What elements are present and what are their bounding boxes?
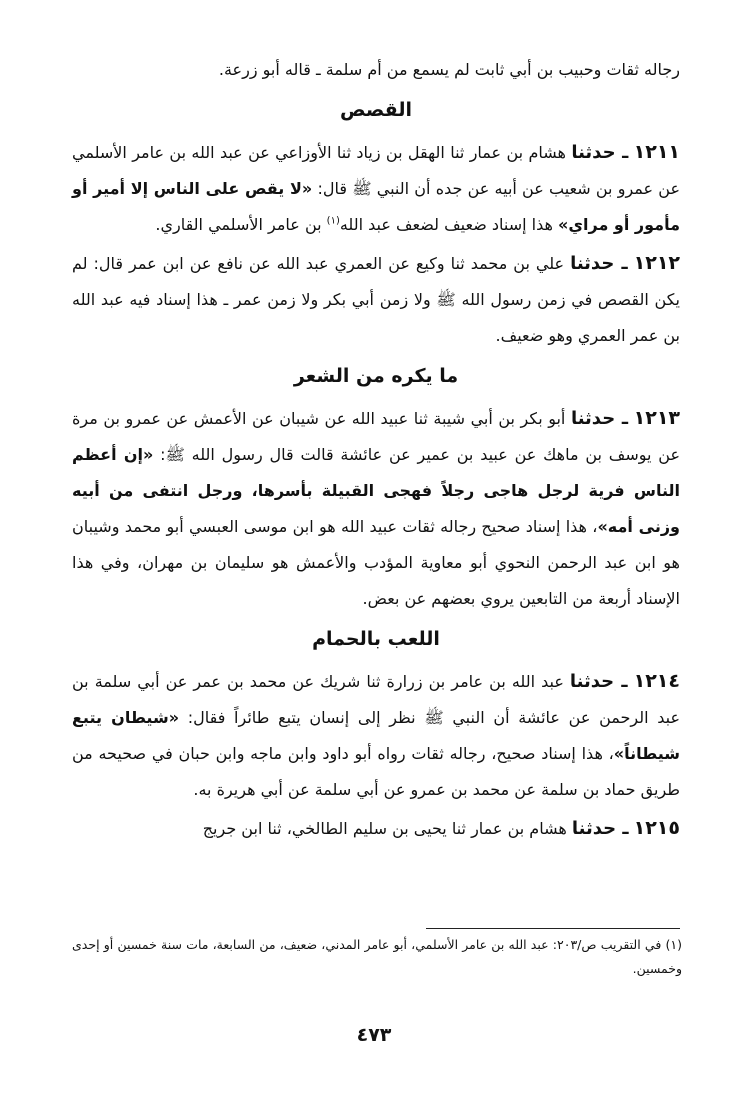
- hadith-commentary: بن عامر الأسلمي القاري.: [155, 215, 327, 234]
- footnote-divider: [426, 928, 680, 929]
- hadith-text: عبد الله بن عامر بن زرارة ثنا شريك عن محمد بن عمر عن أبي سلمة بن عبد الرحمن عن عائشة أن النبي ﷺ نظر إلى إنسان يتبع طائراً فقال:: [72, 672, 680, 727]
- haddathana-label: ـ حدثنا: [571, 142, 629, 163]
- hadith-text: هشام بن عمار ثنا الهقل بن زياد ثنا الأوزاعي عن عبد الله بن عامر الأسلمي عن عمرو بن شعيب عن أبيه عن جده أن النبي ﷺ قال:: [72, 143, 681, 198]
- intro-line: رجاله ثقات وحبيب بن أبي ثابت لم يسمع من أم سلمة ـ قاله أبو زرعة.: [218, 60, 680, 79]
- hadith-number: ١٢١٤: [633, 670, 680, 692]
- section-heading-qasas: القصص: [340, 99, 412, 121]
- hadith-text: علي بن محمد ثنا وكيع عن العمري عبد الله عن نافع عن ابن عمر قال: لم يكن القصص في زمن رسول الله ﷺ ولا زمن أبي بكر ولا زمن عمر ـ هذا إسناد فيه عبد الله بن عمر العمري وهو ضعيف.: [72, 254, 680, 345]
- hadith-number: ١٢١٣: [633, 407, 681, 429]
- hadith-1214: [72, 663, 680, 808]
- footnote-reference: (١): [326, 215, 340, 227]
- section-heading-hamam: اللعب بالحمام: [312, 628, 440, 650]
- hadith-matn: «لا يقص على الناس إلا أمير أو مأمور أو مراي»: [72, 179, 680, 234]
- haddathana-label: ـ حدثنا: [570, 408, 629, 429]
- haddathana-label: ـ حدثنا: [570, 253, 628, 274]
- hadith-commentary: هذا إسناد ضعيف لضعف عبد الله: [339, 215, 559, 234]
- hadith-1211: [72, 134, 680, 243]
- hadith-matn: «إن أعظم الناس فرية لرجل هاجى رجلاً فهجى القبيلة بأسرها، ورجل انتفى من أبيه وزنى أمه»: [72, 445, 680, 536]
- haddathana-label: ـ حدثنا: [571, 818, 629, 839]
- page-body: [72, 52, 680, 847]
- footnote: (١) في التقريب ص/٢٠٣: عبد الله بن عامر الأسلمي، أبو عامر المدني، ضعيف، من السابعة، مات سنة خمسين أو إحدى وخمسين.: [72, 937, 682, 976]
- hadith-number: ١٢١٢: [633, 252, 681, 274]
- hadith-commentary: ، هذا إسناد صحيح، رجاله ثقات رواه أبو داود وابن ماجه وابن حبان في صحيحه من طريق حماد بن سلمة عن محمد بن عمرو عن أبي سلمة عن أبي هريرة به.: [72, 744, 680, 799]
- hadith-text: هشام بن عمار ثنا يحيى بن سليم الطالخي، ثنا ابن جريج: [202, 819, 572, 838]
- haddathana-label: ـ حدثنا: [569, 671, 628, 692]
- hadith-matn: «شيطان يتبع شيطاناً»: [72, 708, 680, 763]
- hadith-number: ١٢١١: [633, 141, 681, 163]
- page-number: ٤٧٣: [356, 1024, 392, 1046]
- hadith-commentary: ، هذا إسناد صحيح رجاله ثقات عبيد الله هو ابن موسى العبسي أبو محمد وشيبان هو ابن عبد الرحمن النحوي أبو معاوية المؤدب والأعمش هو سليمان بن مهران، وفي هذا الإسناد أربعة من التابعين يروي بعضهم عن بعض.: [72, 517, 680, 608]
- hadith-1212: [72, 245, 680, 354]
- hadith-number: ١٢١٥: [633, 817, 680, 839]
- section-heading-shir: ما يكره من الشعر: [293, 365, 459, 387]
- hadith-1213: [72, 400, 680, 617]
- hadith-1215: [72, 810, 680, 847]
- hadith-text: أبو بكر بن أبي شيبة ثنا عبيد الله عن شيبان عن الأعمش عن عمرو بن مرة عن يوسف بن ماهك عن عبيد بن عمير عن عائشة قالت قال رسول الله ﷺ:: [72, 409, 681, 464]
